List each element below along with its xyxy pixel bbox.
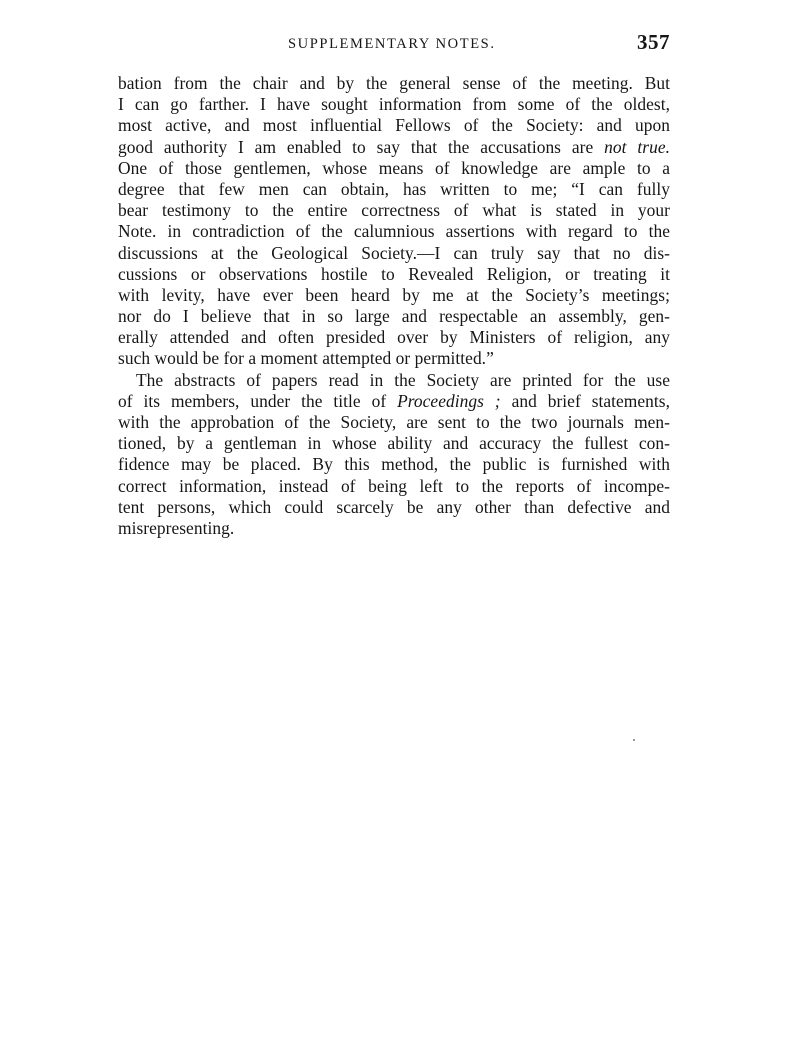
text-line: erally attended and often presided over by Ministers of religion, any — [118, 327, 670, 348]
text-line: tent persons, which could scarcely be any other than defective and — [118, 496, 670, 517]
emphasis-proceedings: Proceedings ; — [397, 390, 501, 411]
text-line: with levity, have ever been heard by me at the Society’s meetings; — [118, 284, 670, 305]
text-line: nor do I believe that in so large and respectable an assembly, gen- — [118, 306, 670, 327]
text-line: correct information, instead of being left to the reports of incompe- — [118, 475, 670, 496]
page-number: 357 — [637, 30, 670, 54]
text-line: misrepresenting. — [118, 517, 235, 538]
body-text — [118, 73, 670, 539]
text-line: degree that few men can obtain, has written to me; “I can fully — [118, 178, 670, 199]
paragraph-2 — [118, 370, 670, 540]
running-head: SUPPLEMENTARY NOTES. — [288, 36, 496, 52]
page-header — [118, 30, 670, 58]
text-line: most active, and most influential Fellows of the Society: and upon — [118, 115, 670, 136]
text-line: The abstracts of papers read in the Society are printed for the use — [136, 369, 670, 390]
text-line: bear testimony to the entire correctness of what is stated in your — [118, 200, 670, 221]
text-line: cussions or observations hostile to Revealed Religion, or treating it — [118, 263, 670, 284]
text-segment: of its members, under the title of — [118, 390, 387, 411]
emphasis-not-true: not true. — [604, 136, 670, 157]
text-segment: and brief statements, — [511, 390, 670, 411]
paragraph-1 — [118, 73, 670, 370]
text-line: One of those gentlemen, whose means of knowledge are ample to a — [118, 157, 670, 178]
text-line: discussions at the Geological Society.—I can truly say that no dis- — [118, 242, 670, 263]
text-line: Note. in contradiction of the calumnious assertions with regard to the — [118, 221, 670, 242]
text-line: I can go farther. I have sought information from some of the oldest, — [118, 94, 670, 115]
text-line: with the approbation of the Society, are sent to the two journals men- — [118, 412, 670, 432]
text-line: tioned, by a gentleman in whose ability and accuracy the fullest con- — [118, 433, 670, 454]
paper-speck — [633, 739, 635, 741]
text-line: such would be for a moment attempted or permitted.” — [118, 348, 494, 369]
text-segment: good authority I am enabled to say that the accusations are — [118, 136, 594, 157]
text-line — [118, 137, 670, 158]
text-line — [118, 391, 670, 412]
text-line: fidence may be placed. By this method, the public is furnished with — [118, 454, 670, 475]
text-line: bation from the chair and by the general sense of the meeting. But — [118, 73, 670, 93]
